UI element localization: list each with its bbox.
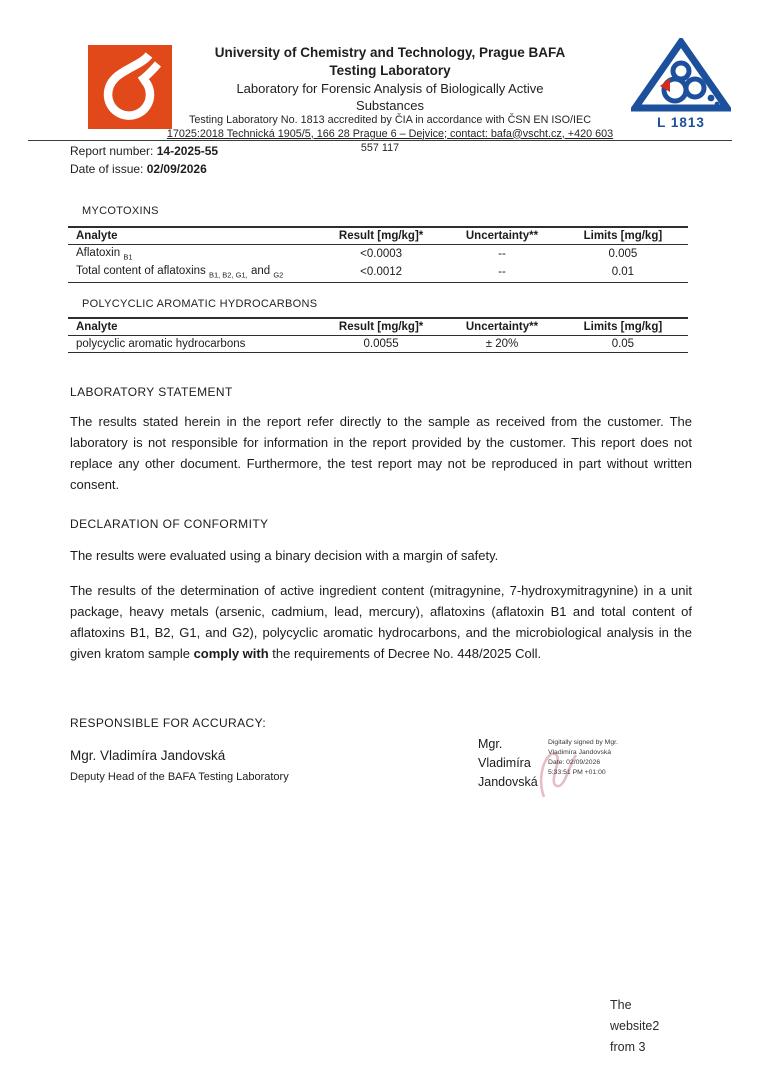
- uncertainty-cell: --: [498, 266, 506, 279]
- col-header-result: Result [mg/kg]*: [338, 321, 424, 333]
- contact-phone-tail: 557 117: [360, 142, 400, 154]
- analyte-subscript: B1, B2, G1,: [208, 270, 248, 280]
- org-subtitle: Testing Laboratory: [329, 63, 451, 78]
- declaration-paragraph1: The results were evaluated using a binary decision with a margin of safety.: [70, 548, 499, 563]
- report-number-line: [70, 143, 218, 161]
- digital-signature-details: [548, 738, 618, 778]
- analyte-text: and: [247, 265, 274, 278]
- uncertainty-cell: --: [498, 248, 506, 261]
- laboratory-statement-body: The results stated herein in the report refer directly to the sample as received from the customer. The laboratory is not responsible for information in the report provided by the customer. This report does not replace any other document. Furthermore, the test report may not be reproduced in part without written consent.: [70, 414, 692, 492]
- mycotoxins-table: [68, 226, 688, 283]
- footer-line: from 3: [610, 1040, 646, 1054]
- date-of-issue-label: Date of issue:: [70, 161, 144, 176]
- laboratory-statement-title: LABORATORY STATEMENT: [70, 385, 233, 399]
- table-row: [68, 245, 688, 264]
- digital-signature-detail-line: Date: 02/09/2026: [548, 759, 601, 766]
- header-divider: [28, 140, 732, 141]
- table-row: [68, 263, 688, 282]
- declaration-paragraph2-text: The results of the determination of active ingredient content (mitragynine, 7-hydroxymitragynine) in a unit package, heavy metals (arsenic, cadmium, lead, mercury), aflatoxins (aflatoxin B1 and total content of aflatoxins B1, B2, G1, and G2), polycyclic aromatic hydrocarbons, and the microbiological analysis in the given kratom sample: [70, 583, 692, 661]
- mycotoxins-section-title: MYCOTOXINS: [82, 205, 159, 217]
- analyte-subscript: B1: [123, 252, 133, 262]
- limits-cell: 0.005: [608, 248, 638, 261]
- cia-accreditation-logo: [628, 38, 734, 130]
- responsible-person-name: Mgr. Vladimíra Jandovská: [70, 748, 226, 763]
- report-header: [160, 44, 620, 141]
- col-header-result: Result [mg/kg]*: [338, 230, 424, 242]
- declaration-title: DECLARATION OF CONFORMITY: [70, 517, 269, 531]
- comply-with-emphasis: comply with: [193, 646, 269, 661]
- digital-signature-name-line: Mgr.: [478, 737, 503, 751]
- digital-signature-name: [478, 735, 538, 792]
- col-header-limits: Limits [mg/kg]: [583, 230, 663, 242]
- declaration-paragraph2: [70, 580, 692, 664]
- analyte-text: Aflatoxin: [76, 247, 124, 259]
- responsibility-title: RESPONSIBLE FOR ACCURACY:: [70, 716, 267, 730]
- lab-name-line1: Laboratory for Forensic Analysis of Biologically Active: [236, 81, 544, 96]
- col-header-analyte: Analyte: [76, 321, 118, 333]
- table-row: [68, 336, 688, 353]
- uncertainty-cell: ± 20%: [485, 338, 519, 350]
- accreditation-line1: Testing Laboratory No. 1813 accredited by ČIA in accordance with ČSN EN ISO/IEC: [188, 114, 592, 126]
- footer-line: The: [610, 998, 632, 1012]
- page-footer: [610, 995, 659, 1058]
- table-header-row: [68, 227, 688, 245]
- limits-cell: 0.05: [611, 338, 635, 350]
- analyte-cell: [68, 245, 316, 264]
- report-number-label: Report number:: [70, 144, 154, 158]
- date-of-issue-line: [70, 161, 218, 179]
- col-header-uncertainty: Uncertainty**: [465, 230, 539, 242]
- footer-line: website2: [610, 1019, 660, 1033]
- digital-signature-name-line: Jandovská: [478, 775, 538, 789]
- col-header-analyte: Analyte: [76, 230, 118, 242]
- report-meta: [70, 143, 218, 178]
- pah-table: [68, 317, 688, 353]
- analyte-subscript: G2: [273, 270, 284, 280]
- accreditation-mark-label: L 1813: [657, 115, 705, 130]
- analyte-cell: [68, 263, 316, 282]
- table-header-row: [68, 318, 688, 336]
- digital-signature-detail-line: 5:33:51 PM +01:00: [548, 769, 606, 776]
- declaration-paragraph2-text: the requirements of Decree No. 448/2025 Coll.: [268, 646, 542, 661]
- accreditation-triangle-icon: [631, 38, 731, 112]
- col-header-uncertainty: Uncertainty**: [465, 321, 539, 333]
- accreditation-line2: 17025:2018 Technická 1905/5, 166 28 Prague 6 – Dejvice; contact: bafa@vscht.cz, +420 603: [166, 127, 614, 140]
- responsible-person-role: Deputy Head of the BAFA Testing Laboratory: [70, 771, 289, 783]
- limits-cell: 0.01: [611, 266, 635, 279]
- result-cell: 0.0055: [363, 338, 399, 350]
- result-cell: <0.0003: [360, 248, 403, 261]
- report-number-value: 14-2025-55: [156, 144, 219, 158]
- analyte-cell: polycyclic aromatic hydrocarbons: [76, 338, 246, 350]
- result-cell: <0.0012: [360, 266, 403, 279]
- pah-section-title: POLYCYCLIC AROMATIC HYDROCARBONS: [82, 298, 318, 310]
- digital-signature-name-line: Vladimíra: [478, 756, 531, 770]
- digital-signature-detail-line: Vladimíra Jandovská: [548, 749, 612, 756]
- date-of-issue-value: 02/09/2026: [146, 161, 207, 176]
- lab-name-line2: Substances: [356, 98, 424, 113]
- org-name: University of Chemistry and Technology, Prague BAFA: [214, 45, 566, 60]
- analyte-text: Total content of aflatoxins: [76, 265, 209, 278]
- col-header-limits: Limits [mg/kg]: [583, 321, 663, 333]
- digital-signature-detail-line: Digitally signed by Mgr.: [548, 739, 618, 746]
